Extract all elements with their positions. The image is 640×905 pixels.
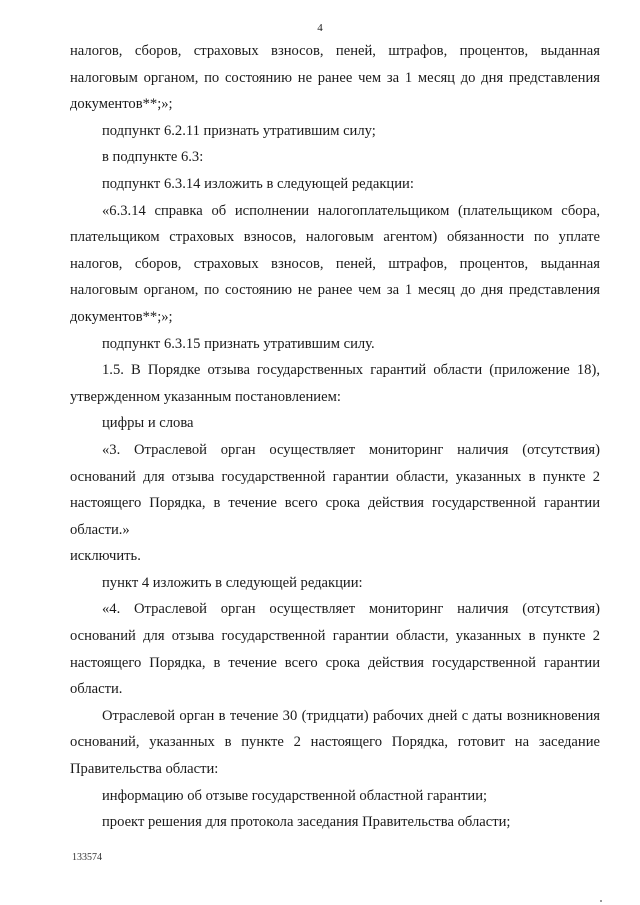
paragraph: подпункт 6.2.11 признать утратившим силу;	[102, 122, 376, 139]
paragraph: информацию об отзыве государственной областной гарантии;	[102, 787, 488, 804]
paragraph: цифры и слова	[102, 415, 194, 432]
document-code: 133574	[72, 852, 102, 863]
document-body	[70, 38, 600, 836]
scan-speck	[600, 900, 602, 902]
paragraph: Отраслевой орган в течение 30 (тридцати) рабочих дней с даты возникновения оснований, указанных в пункте 2 настоящего Порядка, готовит на заседание Правительства области:	[70, 707, 600, 778]
paragraph: «6.3.14 справка об исполнении налогоплательщиком (плательщиком сбора, плательщиком страховых взносов, налоговым агентом) обязанности по уплате налогов, сборов, страховых взносов, пеней, штрафов, процентов, выданная налоговым органом, по состоянию не ранее чем за 1 месяц до дня представления документов**;»;	[70, 202, 600, 325]
paragraph: подпункт 6.3.14 изложить в следующей редакции:	[102, 175, 414, 192]
paragraph: исключить.	[70, 548, 141, 565]
paragraph: «4. Отраслевой орган осуществляет мониторинг наличия (отсутствия) оснований для отзыва государственной гарантии области, указанных в пункте 2 настоящего Порядка, в течение всего срока действия государственной гарантии области.	[70, 601, 600, 698]
paragraph: «3. Отраслевой орган осуществляет мониторинг наличия (отсутствия) оснований для отзыва государственной гарантии области, указанных в пункте 2 настоящего Порядка, в течение всего срока действия государственной гарантии области.»	[70, 441, 600, 538]
paragraph: налогов, сборов, страховых взносов, пеней, штрафов, процентов, выданная налоговым органом, по состоянию не ранее чем за 1 месяц до дня представления документов**;»;	[70, 43, 600, 113]
paragraph: подпункт 6.3.15 признать утратившим силу.	[102, 335, 375, 352]
paragraph: пункт 4 изложить в следующей редакции:	[102, 574, 363, 591]
paragraph: в подпункте 6.3:	[102, 149, 204, 166]
page-number: 4	[317, 22, 323, 34]
paragraph: проект решения для протокола заседания Правительства области;	[102, 814, 511, 831]
paragraph: 1.5. В Порядке отзыва государственных гарантий области (приложение 18), утвержденном указанным постановлением:	[70, 362, 600, 405]
